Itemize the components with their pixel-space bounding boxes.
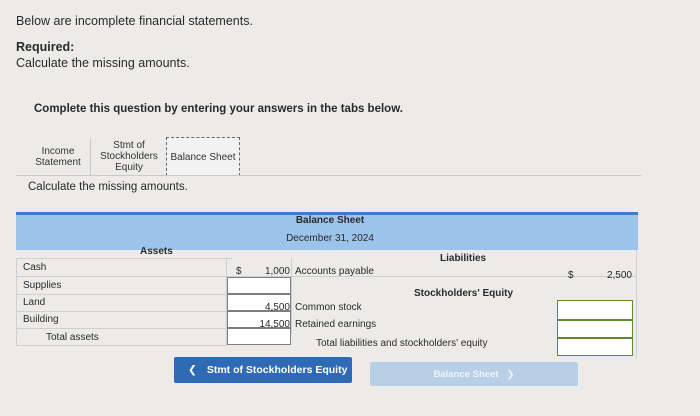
total-assets-input[interactable]	[227, 328, 291, 345]
common-stock-label: Common stock	[295, 302, 362, 313]
tab-income-statement[interactable]	[26, 139, 91, 175]
supplies-input[interactable]	[227, 277, 291, 294]
accounts-payable-value: 1,000	[264, 266, 290, 277]
tab-label-line: Income	[41, 146, 75, 157]
equity-total-input[interactable]	[557, 320, 633, 338]
required-heading: Required:	[16, 40, 75, 54]
tab-label-line: Statement	[35, 157, 81, 168]
chevron-left-icon: ❮	[188, 364, 197, 376]
tab-divider	[16, 175, 641, 176]
liabilities-header: Liabilities	[440, 253, 487, 264]
total-le-input[interactable]	[557, 338, 633, 356]
equity-header: Stockholders' Equity	[414, 288, 514, 299]
common-stock-value: 4,500	[264, 302, 290, 313]
liabilities-value: 2,500	[606, 270, 632, 281]
prev-tab-label: Stmt of Stockholders Equity	[206, 364, 348, 376]
dollar-sign: $	[236, 266, 242, 277]
common-stock-total-input[interactable]	[557, 300, 633, 320]
total-le-label: Total liabilities and stockholders' equity	[316, 338, 488, 349]
liab-dollar-sign: $	[568, 270, 574, 281]
next-tab-label: Balance Sheet	[433, 368, 499, 380]
intro-text: Below are incomplete financial statements.	[16, 14, 253, 28]
prev-tab-button[interactable]	[174, 357, 352, 383]
asset-label-supplies: Supplies	[23, 280, 62, 291]
asset-label-building: Building	[23, 314, 59, 325]
tab-label-line: Equity	[115, 161, 143, 173]
tab-balance-sheet[interactable]	[166, 137, 240, 176]
tab-label-line: Balance Sheet	[170, 151, 236, 163]
total-assets-label: Total assets	[46, 332, 99, 343]
required-text: Calculate the missing amounts.	[16, 56, 190, 70]
tab-stockholders-equity[interactable]	[96, 137, 162, 175]
accounts-payable-label: Accounts payable	[295, 266, 374, 277]
retained-earnings-label: Retained earnings	[295, 319, 377, 330]
assets-header: Assets	[140, 246, 173, 257]
instruction-text: Complete this question by entering your answers in the tabs below.	[34, 103, 403, 115]
tab-prompt: Calculate the missing amounts.	[28, 181, 188, 193]
retained-earnings-value: 14,500	[259, 319, 290, 330]
balance-sheet-title: Balance Sheet	[295, 215, 365, 226]
asset-label-land: Land	[23, 297, 46, 308]
tab-label-line: Stockholders	[100, 150, 158, 162]
balance-sheet-date: December 31, 2024	[286, 233, 374, 244]
chevron-right-icon: ❯	[506, 368, 515, 380]
next-tab-button[interactable]	[370, 362, 578, 386]
asset-label-cash: Cash	[23, 262, 47, 273]
tab-label-line: Stmt of	[113, 139, 145, 151]
